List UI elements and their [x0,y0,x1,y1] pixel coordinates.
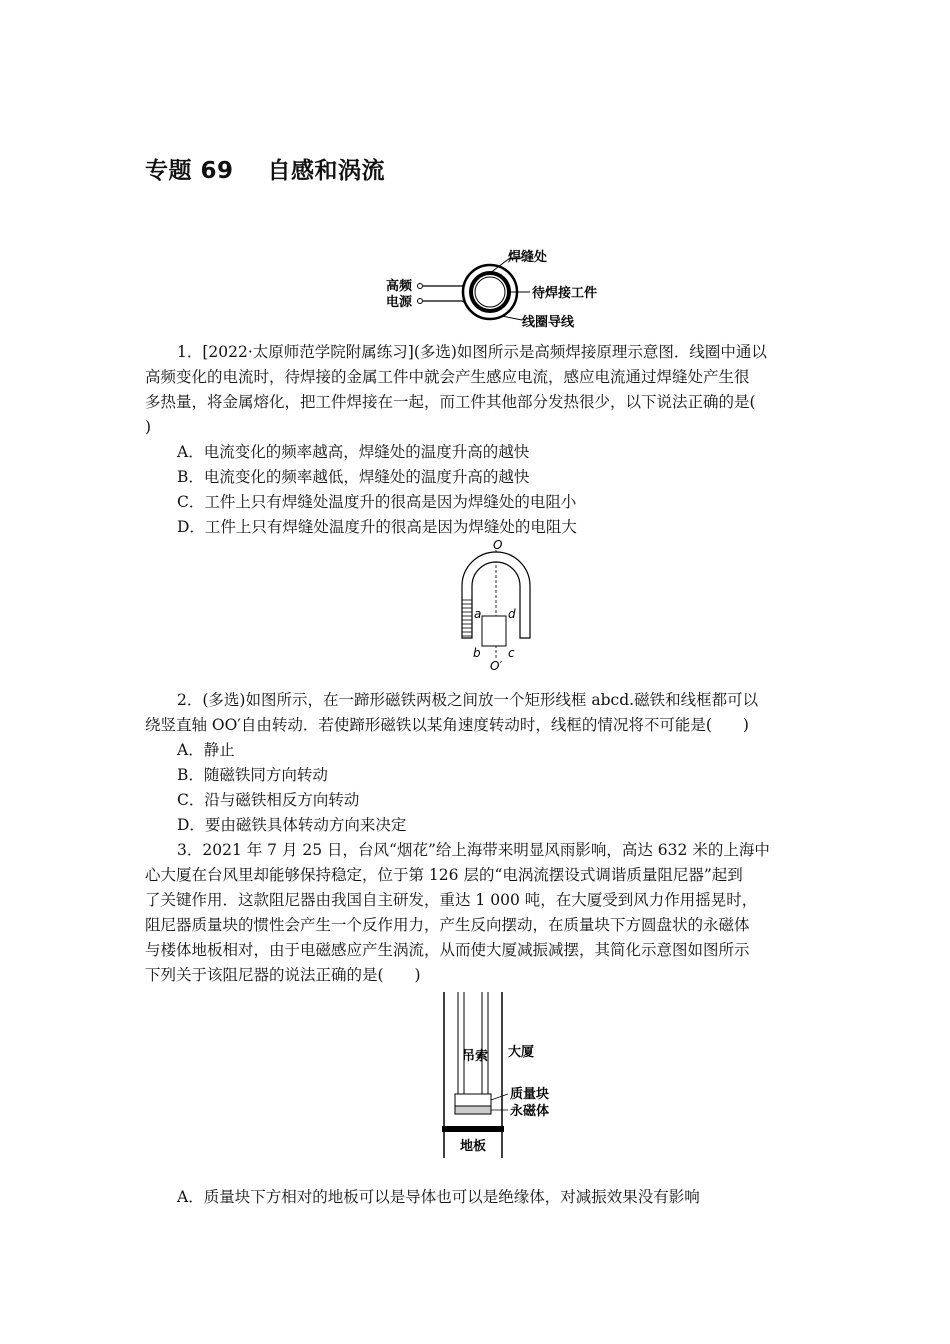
label-cable: 吊索 [462,1049,489,1064]
q1-option-d: D．工件上只有焊缝处温度升的很高是因为焊缝处的电阻大 [177,518,577,536]
page-title: 专题 69 自感和涡流 [145,158,386,184]
label-O-prime: O′ [490,659,503,673]
q1-option-c: C．工件上只有焊缝处温度升的很高是因为焊缝处的电阻小 [177,493,577,511]
q3-line-5: 与楼体地板相对，由于电磁感应产生涡流，从而使大厦减振减摆，其简化示意图如图所示 [145,941,750,959]
q1-line-4: ) [145,418,152,436]
q1-line-3: 多热量，将金属熔化，把工件焊接在一起，而工件其他部分发热很少，以下说法正确的是( [145,393,756,411]
q3-line-6: 下列关于该阻尼器的说法正确的是( ) [145,966,421,984]
label-workpiece: 待焊接工件 [532,286,598,301]
label-magnet: 永磁体 [510,1104,550,1119]
q3-option-a: A．质量块下方相对的地板可以是导体也可以是绝缘体，对减振效果没有影响 [177,1188,700,1206]
label-mass: 质量块 [510,1087,550,1102]
label-coil: 线圈导线 [522,315,575,330]
label-floor: 地板 [460,1139,487,1154]
label-c: c [508,646,515,660]
q3-line-4: 阻尼器质量块的惯性会产生一个反作用力，产生反向摆动，在质量块下方圆盘状的永磁体 [145,916,750,934]
q1-line-1: 1．[2022·太原师范学院附属练习](多选)如图所示是高频焊接原理示意图．线圈中通以 [177,343,767,361]
figure-horseshoe-magnet [450,538,540,674]
question-3 [145,838,807,988]
label-a: a [474,607,482,621]
q2-line-2: 绕竖直轴 OO′自由转动．若使蹄形磁铁以某角速度转动时，线框的情况将不可能是( ) [145,716,749,734]
q2-option-b: B．随磁铁同方向转动 [177,766,328,784]
q3-line-1: 3．2021 年 7 月 25 日，台风“烟花”给上海带来明显风雨影响，高达 632 米的上海中 [177,841,770,859]
label-hf-1: 高频 [386,279,413,294]
q3-line-3: 了关键作用．这款阻尼器由我国自主研发，重达 1 000 吨，在大厦受到风力作用摇晃时， [145,891,758,909]
label-b: b [473,646,481,660]
q2-option-c: C．沿与磁铁相反方向转动 [177,791,360,809]
label-weld: 焊缝处 [508,250,548,265]
q2-line-1: 2．(多选)如图所示，在一蹄形磁铁两极之间放一个矩形线框 abcd.磁铁和线框都可以 [177,691,759,709]
question-2 [145,688,807,738]
label-building: 大厦 [508,1045,535,1060]
q3-line-2: 心大厦在台风里却能够保持稳定，位于第 126 层的“电涡流摆设式调谐质量阻尼器”起到 [145,866,743,884]
q2-option-d: D．要由磁铁具体转动方向来决定 [177,816,407,834]
q1-line-2: 高频变化的电流时，待焊接的金属工件中就会产生感应电流，感应电流通过焊缝处产生很 [145,368,750,386]
figure-welding [380,244,620,330]
q1-option-b: B．电流变化的频率越低，焊缝处的温度升高的越快 [177,468,530,486]
figure-mass-damper [438,990,568,1162]
label-O: O [493,538,503,552]
q2-option-a: A．静止 [177,741,235,759]
q1-option-a: A．电流变化的频率越高，焊缝处的温度升高的越快 [177,443,530,461]
label-d: d [508,607,516,621]
question-1 [145,340,807,440]
label-hf-2: 电源 [386,295,413,310]
